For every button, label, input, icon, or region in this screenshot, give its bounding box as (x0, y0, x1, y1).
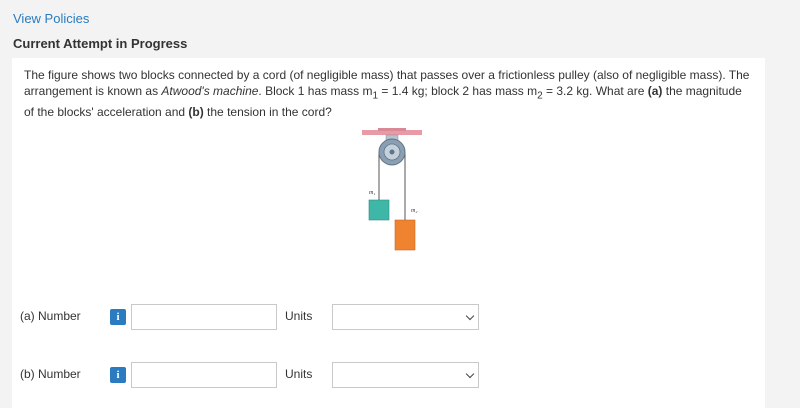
answer-row-b (12, 362, 765, 388)
m1-label: m₁ (369, 190, 376, 196)
answer-a-units-select[interactable] (332, 304, 479, 330)
ceiling-plate (378, 128, 406, 131)
info-icon[interactable]: i (110, 309, 126, 325)
atwood-machine-figure (362, 128, 422, 252)
answer-row-a (12, 304, 765, 330)
answer-a-number-input[interactable] (131, 304, 277, 330)
question-text: The figure shows two blocks connected by a cord (of negligible mass) that passes over a frictionless pulley (also of negligible mass). The arrangement is known as Atwood's machine. Block 1 has mass $m_1 = 1.4$ kg; block 2 has mass $m_2 = 3.2$ kg. What are (a) the magnitude of the blocks' acceleration and (b) the tension in the cord? (24, 68, 750, 120)
answer-b-units-label: Units (285, 367, 313, 381)
chevron-down-icon (466, 312, 474, 320)
answer-b-units-select[interactable] (332, 362, 479, 388)
block-2 (395, 220, 415, 250)
attempt-title: Current Attempt in Progress (13, 36, 188, 51)
block-1 (369, 200, 389, 220)
answer-a-label: (a) Number (20, 309, 81, 323)
m2-label: m₂ (411, 208, 418, 214)
answer-b-number-input[interactable] (131, 362, 277, 388)
pulley-axle (390, 150, 395, 155)
chevron-down-icon (466, 370, 474, 378)
info-icon[interactable]: i (110, 367, 126, 383)
answer-b-label: (b) Number (20, 367, 81, 381)
answer-a-units-label: Units (285, 309, 313, 323)
question-panel (12, 58, 765, 408)
view-policies-link[interactable]: View Policies (13, 11, 90, 26)
